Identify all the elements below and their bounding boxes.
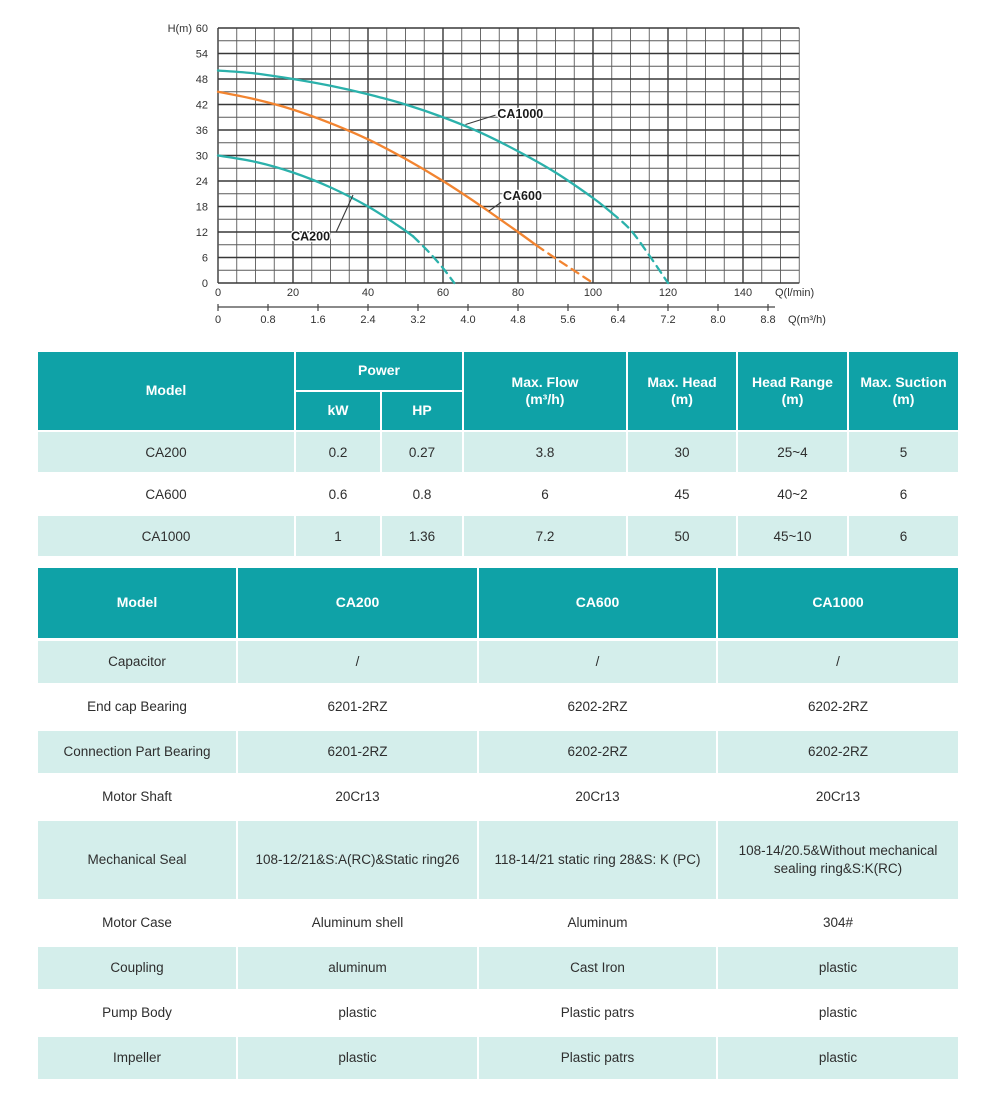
svg-text:40: 40 bbox=[361, 287, 375, 299]
max-suction-label: Max. Suction bbox=[860, 373, 947, 390]
svg-text:4.0: 4.0 bbox=[460, 314, 476, 326]
spec-cell-max-suction: 6 bbox=[849, 474, 958, 514]
spec-cell-head-range: 40~2 bbox=[738, 474, 847, 514]
materials-cell: 6201-2RZ bbox=[238, 686, 477, 728]
svg-text:H(m): H(m) bbox=[167, 23, 192, 35]
spec-table-header bbox=[38, 352, 958, 430]
spec-table bbox=[38, 352, 958, 556]
curve-label-ca600: CA600 bbox=[503, 189, 542, 204]
materials-row-label: Capacitor bbox=[38, 641, 236, 683]
svg-text:18: 18 bbox=[195, 201, 208, 214]
svg-text:3.2: 3.2 bbox=[410, 314, 426, 326]
col-header-max-head bbox=[628, 352, 736, 430]
svg-text:100: 100 bbox=[583, 287, 603, 299]
materials-cell: 6202-2RZ bbox=[718, 686, 958, 728]
materials-cell: aluminum bbox=[238, 947, 477, 989]
col-header-power: Power bbox=[296, 352, 462, 390]
materials-row-label: Motor Case bbox=[38, 902, 236, 944]
materials-row-label: End cap Bearing bbox=[38, 686, 236, 728]
materials-cell: 6202-2RZ bbox=[479, 731, 716, 773]
materials-table bbox=[38, 568, 958, 1079]
svg-text:0.8: 0.8 bbox=[260, 314, 276, 326]
materials-table-body bbox=[38, 641, 958, 1079]
svg-text:24: 24 bbox=[195, 176, 208, 188]
materials-row-label: Mechanical Seal bbox=[38, 821, 236, 899]
spec-cell-max-head: 30 bbox=[628, 432, 736, 472]
mat-header-ca600: CA600 bbox=[479, 568, 716, 638]
svg-text:2.4: 2.4 bbox=[360, 314, 376, 326]
svg-text:7.2: 7.2 bbox=[660, 314, 676, 326]
spec-row-ca200 bbox=[38, 432, 958, 472]
spec-cell-hp: 1.36 bbox=[382, 516, 462, 556]
spec-cell-head-range: 45~10 bbox=[738, 516, 847, 556]
svg-text:42: 42 bbox=[195, 99, 208, 112]
svg-text:12: 12 bbox=[195, 227, 208, 239]
spec-cell-model: CA600 bbox=[38, 474, 294, 514]
max-head-unit: (m) bbox=[671, 391, 693, 407]
spec-cell-kw: 0.6 bbox=[296, 474, 380, 514]
spec-cell-max-head: 50 bbox=[628, 516, 736, 556]
svg-text:0: 0 bbox=[214, 314, 222, 326]
col-header-model: Model bbox=[38, 352, 294, 430]
svg-text:36: 36 bbox=[195, 125, 208, 137]
curve-label-ca1000: CA1000 bbox=[497, 107, 544, 122]
col-header-hp: HP bbox=[382, 392, 462, 430]
svg-text:80: 80 bbox=[511, 287, 525, 299]
spec-row-ca1000 bbox=[38, 516, 958, 556]
svg-text:Q(m³/h): Q(m³/h) bbox=[788, 314, 826, 326]
mat-header-ca200: CA200 bbox=[238, 568, 477, 638]
materials-cell: 20Cr13 bbox=[718, 776, 958, 818]
max-head-label: Max. Head bbox=[647, 373, 717, 390]
svg-text:5.6: 5.6 bbox=[560, 314, 576, 326]
svg-text:120: 120 bbox=[658, 287, 678, 299]
svg-text:0: 0 bbox=[214, 287, 222, 299]
svg-text:6: 6 bbox=[201, 252, 208, 265]
materials-table-header bbox=[38, 568, 958, 638]
materials-cell: 20Cr13 bbox=[479, 776, 716, 818]
materials-cell: plastic bbox=[718, 947, 958, 989]
spec-cell-model: CA1000 bbox=[38, 516, 294, 556]
svg-text:8.0: 8.0 bbox=[710, 314, 726, 326]
pump-curves-chart bbox=[150, 12, 965, 330]
spec-cell-max-head: 45 bbox=[628, 474, 736, 514]
materials-cell: plastic bbox=[718, 1037, 958, 1079]
spec-cell-kw: 0.2 bbox=[296, 432, 380, 472]
materials-cell: / bbox=[479, 641, 716, 683]
materials-cell: Cast Iron bbox=[479, 947, 716, 989]
materials-cell: 6202-2RZ bbox=[479, 686, 716, 728]
col-header-max-flow bbox=[464, 352, 626, 430]
spec-cell-hp: 0.8 bbox=[382, 474, 462, 514]
materials-cell: Aluminum shell bbox=[238, 902, 477, 944]
materials-row bbox=[38, 641, 958, 683]
max-flow-unit: (m³/h) bbox=[525, 391, 565, 407]
materials-cell: 118-14/21 static ring 28&S: K (PC) bbox=[479, 821, 716, 899]
spec-row-ca600 bbox=[38, 474, 958, 514]
materials-row-label: Motor Shaft bbox=[38, 776, 236, 818]
svg-text:30: 30 bbox=[195, 150, 208, 163]
materials-row bbox=[38, 731, 958, 773]
materials-cell: plastic bbox=[238, 1037, 477, 1079]
svg-text:140: 140 bbox=[733, 287, 753, 299]
svg-text:54: 54 bbox=[195, 48, 208, 61]
max-suction-unit: (m) bbox=[892, 391, 915, 407]
col-header-head-range bbox=[738, 352, 847, 430]
materials-row bbox=[38, 902, 958, 944]
materials-row bbox=[38, 821, 958, 899]
materials-cell: 6201-2RZ bbox=[238, 731, 477, 773]
materials-row bbox=[38, 992, 958, 1034]
svg-text:8.8: 8.8 bbox=[760, 314, 776, 326]
svg-text:0: 0 bbox=[201, 278, 208, 290]
materials-cell: 108-12/21&S:A(RC)&Static ring26 bbox=[238, 821, 477, 899]
materials-row-label: Connection Part Bearing bbox=[38, 731, 236, 773]
materials-row bbox=[38, 1037, 958, 1079]
spec-cell-hp: 0.27 bbox=[382, 432, 462, 472]
materials-cell: / bbox=[718, 641, 958, 683]
max-flow-label: Max. Flow bbox=[511, 373, 579, 390]
materials-row-label: Pump Body bbox=[38, 992, 236, 1034]
svg-text:20: 20 bbox=[286, 287, 300, 299]
materials-row bbox=[38, 686, 958, 728]
svg-text:60: 60 bbox=[195, 23, 208, 35]
spec-cell-max-suction: 6 bbox=[849, 516, 958, 556]
svg-text:6.4: 6.4 bbox=[610, 314, 626, 326]
materials-cell: 304# bbox=[718, 902, 958, 944]
col-header-max-suction bbox=[849, 352, 958, 430]
svg-text:48: 48 bbox=[195, 74, 208, 86]
head-range-label: Head Range bbox=[752, 373, 833, 390]
materials-cell: Plastic patrs bbox=[479, 992, 716, 1034]
spec-cell-head-range: 25~4 bbox=[738, 432, 847, 472]
svg-text:60: 60 bbox=[436, 287, 450, 299]
materials-row-label: Impeller bbox=[38, 1037, 236, 1079]
svg-text:1.6: 1.6 bbox=[310, 314, 326, 326]
mat-header-model: Model bbox=[38, 568, 236, 638]
spec-cell-max-flow: 6 bbox=[464, 474, 626, 514]
col-header-kw: kW bbox=[296, 392, 380, 430]
materials-cell: Plastic patrs bbox=[479, 1037, 716, 1079]
materials-cell: Aluminum bbox=[479, 902, 716, 944]
materials-cell: 20Cr13 bbox=[238, 776, 477, 818]
materials-row bbox=[38, 776, 958, 818]
materials-cell: plastic bbox=[718, 992, 958, 1034]
spec-cell-max-flow: 3.8 bbox=[464, 432, 626, 472]
spec-cell-max-suction: 5 bbox=[849, 432, 958, 472]
mat-header-ca1000: CA1000 bbox=[718, 568, 958, 638]
materials-cell: 6202-2RZ bbox=[718, 731, 958, 773]
materials-row-label: Coupling bbox=[38, 947, 236, 989]
materials-cell: plastic bbox=[238, 992, 477, 1034]
spec-cell-kw: 1 bbox=[296, 516, 380, 556]
head-range-unit: (m) bbox=[781, 391, 804, 407]
materials-cell: 108-14/20.5&Without mechanical sealing ring&S:K(RC) bbox=[718, 821, 958, 899]
spec-cell-model: CA200 bbox=[38, 432, 294, 472]
svg-text:Q(l/min): Q(l/min) bbox=[775, 287, 815, 299]
svg-text:4.8: 4.8 bbox=[510, 314, 526, 326]
curve-label-ca200: CA200 bbox=[291, 229, 331, 244]
materials-cell: / bbox=[238, 641, 477, 683]
materials-row bbox=[38, 947, 958, 989]
spec-cell-max-flow: 7.2 bbox=[464, 516, 626, 556]
pump-performance-chart bbox=[150, 12, 965, 330]
